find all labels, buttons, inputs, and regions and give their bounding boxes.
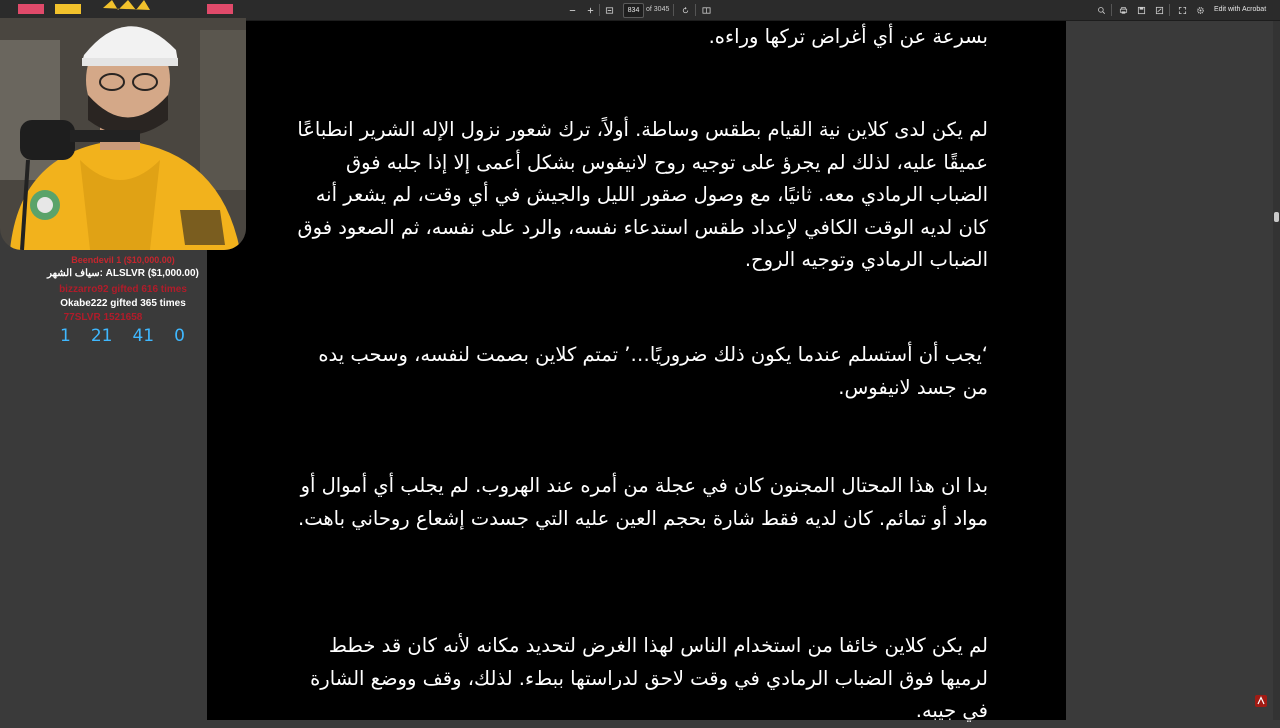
print-icon[interactable] [1117, 0, 1129, 20]
gear-icon[interactable] [1194, 0, 1206, 20]
scrollbar-thumb[interactable] [1274, 212, 1279, 222]
paragraph-2: لم يكن لدى كلاين نية القيام بطقس وساطة. أولاً، ترك شعور نزول الإله الشرير انطباعًا عميقًا عليه، لذلك لم يجرؤ على توجيه روح لانيفوس بشكل أعمى إلا إذا جلبه فوق الضباب الرمادي معه. ثانيًا، مع وصول صقور الليل والجيش في أي وقت، لم يشعر أنه كان لديه الوقت الكافي لإعداد طقس استدعاء نفسه، والرد على نفسه، ثم الصعود فوق الضباب الرمادي وتوجيه الروح. [297, 118, 988, 271]
paragraph-1: بسرعة عن أي أغراض تركها وراءه. [708, 25, 988, 48]
fit-page-icon[interactable] [602, 0, 616, 20]
gift-line-2: Okabe222 gifted 365 times [60, 298, 186, 309]
paragraph-4: بدا ان هذا المحتال المجنون كان في عجلة من أمره عند الهروب. لم يجلب أي أموال أو مواد أو تمائم. كان لديه فقط شارة بحجم العين عليه التي جسدت إشعاع روحاني باهت. [298, 474, 988, 530]
webcam-overlay [0, 0, 246, 250]
toolbar-divider [599, 4, 600, 16]
paragraph-5: لم يكن كلاين خائفا من استخدام الناس لهذا الغرض لتحديد مكانه لأنه كان قد خطط لرميها فوق الضباب الرمادي في وقت لاحق لدراستها ببطء. لذلك، وقف ووضع الشارة في جيبه. [310, 634, 988, 722]
counter-1: 1 [60, 326, 71, 346]
paragraph-3: ‘يجب أن أستسلم عندما يكون ذلك ضروريًا…’ تمتم كلاين بصمت لنفسه، وسحب يده من جسد لانيفوس. [318, 343, 988, 399]
search-icon[interactable] [1095, 0, 1107, 20]
total-pages-label: of 3045 [646, 6, 670, 13]
save-as-icon[interactable] [1153, 0, 1165, 20]
two-page-view-icon[interactable] [700, 0, 713, 20]
stream-alert-line: Beendevil 1 ($10,000.00) [71, 255, 175, 265]
zoom-in-icon[interactable] [584, 0, 596, 20]
stream-counters [60, 326, 185, 346]
zoom-out-icon[interactable] [566, 0, 578, 20]
counter-3: 41 [132, 326, 155, 346]
page-number-input[interactable]: 834 [623, 3, 644, 18]
top-donor-line: سياف الشهر: ALSLVR ($1,000.00) [47, 268, 199, 279]
save-icon[interactable] [1135, 0, 1147, 20]
gift-line-1: bizzarro92 gifted 616 times [59, 284, 187, 295]
streamer-webcam-image [0, 0, 246, 250]
toolbar-divider [1169, 4, 1170, 16]
counter-4: 0 [174, 326, 185, 346]
toolbar-divider [1111, 4, 1112, 16]
toolbar-divider [695, 4, 696, 16]
points-line: 77SLVR 1521658 [63, 312, 143, 323]
edit-with-acrobat-button[interactable]: Edit with Acrobat [1214, 6, 1267, 13]
counter-2: 21 [90, 326, 113, 346]
scrollbar-track[interactable] [1273, 21, 1280, 720]
rotate-icon[interactable] [679, 0, 691, 20]
toolbar-divider [673, 4, 674, 16]
pdf-page [207, 21, 1066, 720]
fullscreen-icon[interactable] [1176, 0, 1188, 20]
acrobat-icon [1255, 692, 1267, 704]
